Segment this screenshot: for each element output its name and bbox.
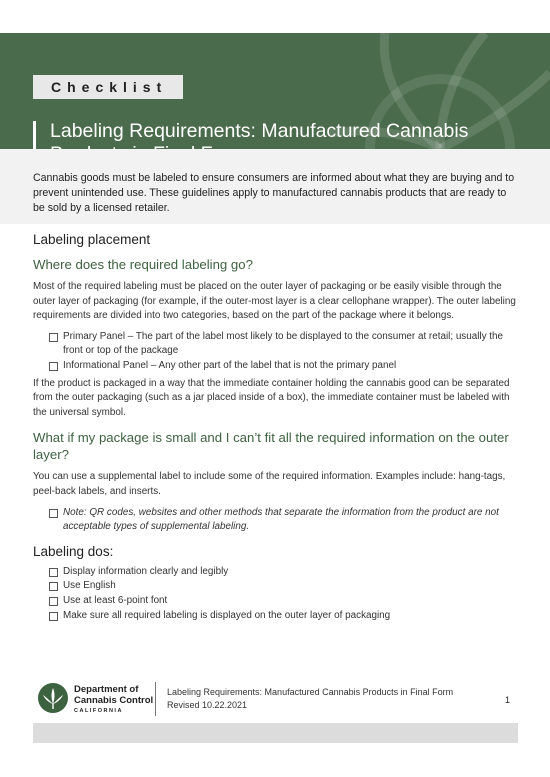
department-line-1: Department of: [74, 684, 139, 695]
list-item-text: Use at least 6-point font: [63, 594, 168, 606]
intro-box: [0, 149, 550, 224]
footer-document-title: Labeling Requirements: Manufactured Cannabis Products in Final Form: [167, 687, 454, 697]
placement-heading: Labeling placement: [33, 232, 151, 247]
list-item: [49, 330, 518, 359]
placement-paragraph: Most of the required labeling must be placed on the outer layer of packaging or be easily visible through the outer layer of packaging (for example, if the outer-most layer is a clear cellophane wrapper). The outer labeling requirements are divided into two categories, based on the part of the package where it belongs.: [33, 281, 516, 322]
container-paragraph: If the product is packaged in a way that the immediate container holding the cannabis good can be separated from the outer packaging (such as a jar placed inside of a box), the immediate container must be labeled with the universal symbol.: [33, 377, 510, 418]
checklist-tag: Checklist: [33, 75, 183, 99]
dcc-logo-icon: [37, 682, 69, 714]
note-text: Note: QR codes, websites and other methods that separate the information from the product are not acceptable types of supplemental labeling.: [63, 506, 499, 533]
list-item: [49, 594, 518, 609]
department-state: CALIFORNIA: [74, 708, 123, 714]
list-item: [49, 579, 518, 594]
checkbox-icon: [49, 582, 58, 591]
checkbox-icon: [49, 612, 58, 621]
dos-checklist: [49, 565, 518, 623]
list-item-text: Display information clearly and legibly: [63, 565, 229, 577]
footer-divider: [155, 682, 156, 716]
title-line-1: Labeling Requirements: Manufactured Cannabis: [50, 120, 469, 142]
checkbox-icon: [49, 362, 58, 371]
list-item-text: Informational Panel – Any other part of the label that is not the primary panel: [63, 359, 397, 371]
checkbox-icon: [49, 509, 58, 518]
panel-checklist: [49, 330, 518, 374]
list-item-text: Use English: [63, 580, 116, 592]
placement-question: Where does the required labeling go?: [33, 257, 253, 272]
list-item-text: Make sure all required labeling is displayed on the outer layer of packaging: [63, 609, 391, 621]
footer-revision-date: Revised 10.22.2021: [167, 700, 248, 710]
small-package-question: What if my package is small and I can’t fit all the required information on the outer layer?: [33, 430, 509, 463]
intro-text: Cannabis goods must be labeled to ensure consumers are informed about what they are buying and to prevent unintended use. These guidelines apply to manufactured cannabis products that are ready to be sold by a licensed retailer.: [33, 172, 515, 214]
footer-bar: [33, 723, 518, 743]
header-banner: [0, 33, 550, 149]
list-item: [49, 359, 518, 374]
page-number: 1: [505, 695, 511, 705]
list-item-text: Primary Panel – The part of the label most likely to be displayed to the consumer at retail; usually the front or top of the package: [63, 330, 504, 357]
checkbox-icon: [49, 597, 58, 606]
small-package-paragraph: You can use a supplemental label to include some of the required information. Examples include: hang-tags, peel-back labels, and inserts.: [33, 471, 506, 497]
checkbox-icon: [49, 333, 58, 342]
dos-heading: Labeling dos:: [33, 543, 114, 559]
checkbox-icon: [49, 568, 58, 577]
note-checklist: [49, 506, 518, 535]
list-item: [49, 609, 518, 624]
department-name: [74, 684, 153, 717]
list-item: [49, 506, 518, 535]
main-content: [33, 232, 518, 626]
department-line-2: Cannabis Control: [74, 695, 154, 706]
list-item: [49, 565, 518, 580]
